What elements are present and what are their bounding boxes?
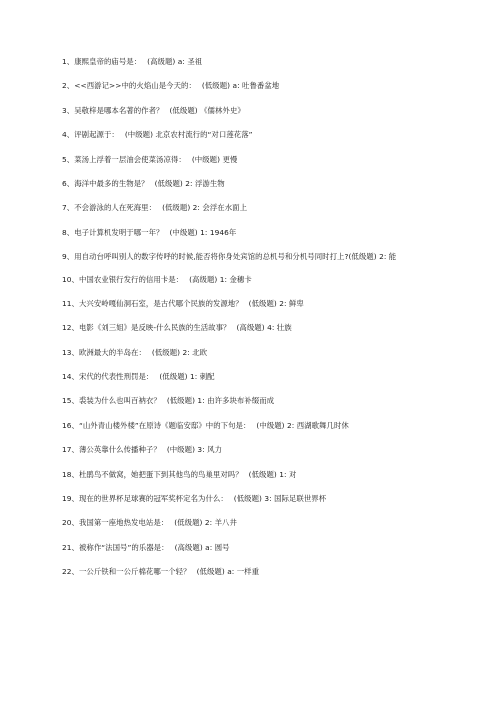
question-item [62,105,462,116]
question-item [62,154,462,165]
answer-text: 国际足联世界杯 [274,494,327,504]
question-level: (低级题) [248,298,277,308]
question-number: 4、 [62,130,75,140]
answer-text: 西湖歌舞几时休 [296,420,349,430]
question-number: 2、 [62,81,75,91]
question-number: 22、 [62,567,79,577]
question-item [62,251,462,262]
question-number: 21、 [62,542,79,552]
question-level: (中级题) [166,445,196,455]
question-text: 海洋中最多的生物是？ [74,178,149,188]
answer-key: 1: [219,274,228,284]
answer-key: 3: [197,445,205,455]
question-item [62,298,462,309]
answer-text: 一样重 [236,567,260,577]
question-text: 用自动台呼叫别人的数字传呼的时候,能否将你身处宾馆的总机号和分机号同时打上? [74,252,349,262]
question-level: (低级题) [166,396,196,406]
question-item [62,469,462,480]
answer-text: 对 [288,469,297,479]
answer-text: 1946年 [209,227,237,237]
answer-text: 刺配 [199,372,215,382]
answer-text: 金穗卡 [229,274,252,284]
question-level: (低级题) [201,81,231,91]
question-level: (中级题) [124,130,154,140]
question-number: 15、 [62,396,79,406]
question-level: (高级题) [174,542,203,552]
question-level: (低级题) [154,178,183,188]
question-text: 菜汤上浮着一层油会使菜汤凉得： [74,154,186,164]
question-item [62,56,462,67]
question-text: 现在的世界杯足球赛的冠军奖杯定名为什么： [78,494,228,504]
answer-key: 2: [185,178,193,188]
answer-key: a: [232,81,240,91]
question-level: (低级题) [233,494,262,504]
answer-key: a: [227,567,235,577]
question-number: 12、 [62,323,79,333]
question-level: (低级题) [196,567,225,577]
answer-key: 1: [279,469,287,479]
question-number: 18、 [62,469,79,479]
question-item [62,444,462,455]
question-text: 裘装为什么也叫百衲衣？ [78,396,161,406]
question-level: (低级题) [174,518,203,528]
question-item [62,566,462,577]
question-text: 中国农业银行发行的信用卡是： [78,274,184,284]
question-number: 3、 [62,105,75,115]
answer-text: 羊八井 [214,518,237,528]
question-item [62,274,462,285]
question-level: (中级题) [191,154,221,164]
question-number: 16、 [62,420,79,430]
question-number: 19、 [62,494,79,504]
question-item [62,420,462,431]
question-level: (低级题) [159,372,188,382]
answer-text: 更慢 [222,154,238,164]
answer-text: 鲜卑 [288,298,304,308]
question-number: 14、 [62,372,79,382]
question-level: (高级题) [147,57,176,66]
question-number: 1、 [62,57,75,66]
question-item [62,202,462,213]
question-text: 不会游泳的人在死海里： [74,203,157,213]
question-text: 被称作“法国号”的乐器是： [78,542,169,552]
question-level: (低级题) [162,203,191,213]
question-level: (中级题) [169,227,198,237]
question-text: 康熙皇帝的庙号是： [74,57,142,66]
answer-text: 圆号 [214,542,230,552]
question-text: 吴敬梓是哪本名著的作者？ [74,105,164,115]
question-level: (低级题) [151,347,181,357]
answer-text: 由许多块布补缀而成 [207,396,275,406]
answer-text: 《儒林外史》 [200,105,245,115]
question-number: 11、 [62,298,79,308]
question-text: 欧洲最大的半岛在： [78,347,146,357]
question-item [62,371,462,382]
question-item [62,347,462,358]
question-number: 8、 [62,227,75,237]
question-item [62,80,462,91]
answer-key: 2: [287,420,295,430]
answer-key: 2: [279,298,287,308]
answer-key: 2: [379,252,387,262]
question-number: 13、 [62,347,79,357]
question-item [62,542,462,553]
answer-text: 风力 [207,445,223,455]
answer-key: a: [177,57,185,66]
answer-key: 1: [200,227,208,237]
answer-key: a: [205,542,213,552]
question-item [62,322,462,333]
question-item [62,129,462,140]
question-level: (低级题) [248,469,277,479]
answer-text: 壮族 [276,323,292,333]
question-text: 杜鹃鸟不做窝，她把蛋下到其他鸟的鸟巢里对吗？ [78,469,243,479]
question-number: 5、 [62,154,75,164]
answer-text: 北京农村流行的“对口莲花落” [155,130,253,140]
answer-key: 3: [264,494,272,504]
question-level: (低级题) [169,105,198,115]
question-text: 宋代的代表性刑罚是： [78,372,154,382]
question-level: (低级题) [348,252,377,262]
question-level: (高级题) [236,323,265,333]
question-list [62,56,462,591]
answer-text: 会浮在水面上 [202,203,248,213]
question-text: 薄公英靠什么传播种子？ [78,445,161,455]
answer-text: 浮游生物 [194,178,225,188]
question-item [62,395,462,406]
question-text: 电影《刘三姐》是反映-什么民族的生活故事？ [78,323,231,333]
question-text: 大兴安岭嘎仙洞石室，是古代哪个民族的发源地？ [78,298,243,308]
answer-text: 吐鲁番盆地 [242,81,280,91]
answer-key: 2: [204,518,213,528]
question-item [62,178,462,189]
question-number: 9、 [62,252,75,262]
answer-key: 2: [182,347,190,357]
question-text: “山外青山楼外楼”在原诗《题临安邸》中的下句是： [78,420,251,430]
question-text: <<西游记>>中的火焰山是今天的： [74,81,196,91]
question-text: 评剧起源于： [74,130,119,140]
question-item [62,493,462,504]
answer-key: 1: [189,372,198,382]
answer-text: 圣祖 [187,57,203,66]
question-number: 7、 [62,203,75,213]
question-level: (中级题) [256,420,285,430]
question-item [62,517,462,528]
question-number: 20、 [62,518,79,528]
question-text: 我国第一座地热发电站是： [78,518,169,528]
question-text: 一公斤铁和一公斤棉花哪一个轻？ [78,567,191,577]
answer-key: 2: [192,203,200,213]
question-text: 电子计算机发明于哪一年？ [74,227,164,237]
answer-text: 能 [388,252,397,262]
answer-text: 北欧 [192,347,208,357]
question-item [62,227,462,238]
answer-key: 4: [267,323,275,333]
answer-key: 1: [197,396,205,406]
question-level: (高级题) [189,274,218,284]
question-number: 10、 [62,274,79,284]
question-number: 6、 [62,178,75,188]
question-number: 17、 [62,445,79,455]
